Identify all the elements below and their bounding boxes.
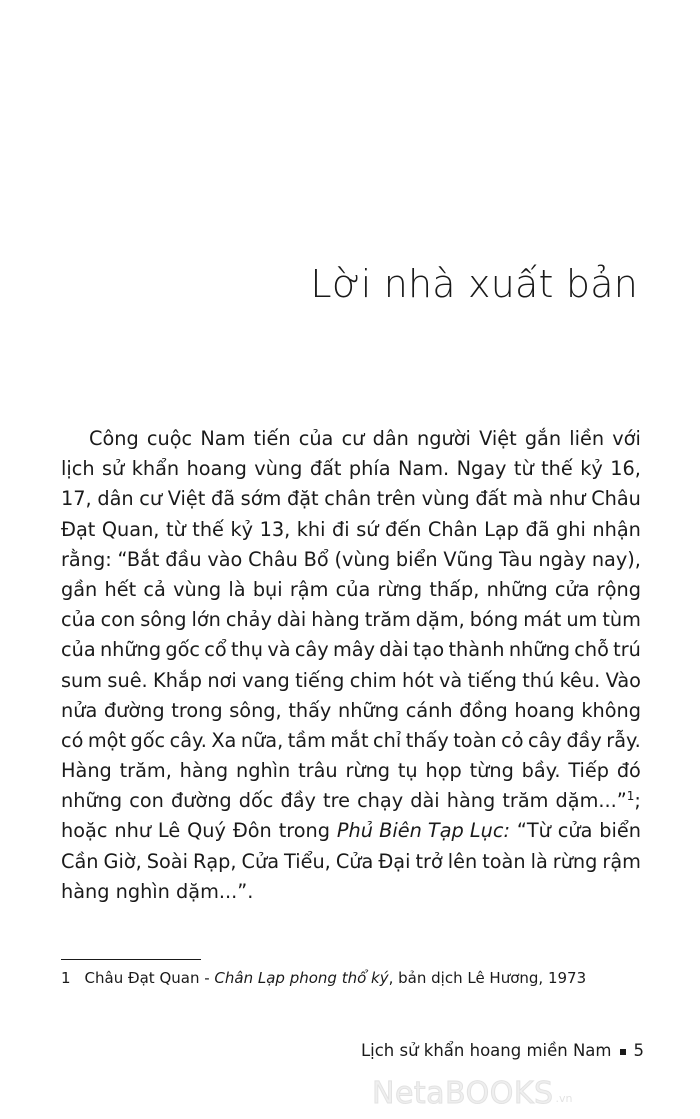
word: vào [207, 547, 243, 571]
word: và [438, 668, 463, 692]
word: rừng [345, 759, 391, 783]
word: với [612, 427, 641, 450]
word: thú [522, 668, 555, 692]
word: trăm, [119, 759, 172, 783]
word: Cửa [241, 849, 280, 873]
word: um [566, 608, 598, 632]
word: trú [613, 638, 641, 662]
word: Tiếp [568, 759, 609, 783]
word: Nam [200, 427, 246, 450]
word: đến [385, 517, 422, 541]
word: chim [349, 668, 397, 692]
word: gốc [165, 638, 200, 662]
word: Quý [187, 819, 226, 843]
word: dặm...” [555, 789, 627, 813]
word: trăm [502, 789, 549, 813]
word: gắn [524, 427, 562, 450]
word: như [548, 487, 586, 511]
word: hết [104, 577, 137, 601]
word: rẫy. [606, 728, 641, 752]
word: tạo [413, 638, 445, 662]
word: trâu [298, 759, 338, 783]
word: Việt [167, 487, 206, 511]
word: biển [599, 819, 641, 843]
word: sứ [356, 517, 379, 541]
chapter-title: Lời nhà xuất bản [310, 262, 638, 306]
word: Hàng [61, 759, 112, 783]
word: gốc [130, 728, 166, 752]
word: trong [278, 819, 331, 843]
word: hoặc [61, 819, 108, 843]
footnote [61, 967, 641, 989]
word: sử [101, 457, 125, 481]
word: đó [616, 759, 641, 783]
word: phía [348, 457, 391, 481]
word: toàn [482, 849, 526, 873]
text-line [61, 666, 641, 696]
text-line [61, 454, 641, 484]
word: hót [402, 668, 434, 692]
word: cửa [557, 819, 593, 843]
word: rằng: [61, 547, 112, 571]
word: nữa, [240, 728, 284, 752]
body-paragraph [61, 424, 641, 907]
word: liền [569, 427, 605, 450]
word: sông [140, 608, 187, 632]
word: vùng [254, 457, 303, 481]
word: Rạp, [192, 849, 237, 873]
word: nơi [207, 668, 237, 692]
word: trong [171, 698, 223, 722]
word: kêu. [559, 668, 601, 692]
word: 16, [610, 457, 641, 481]
footnote-number: 1 [61, 969, 71, 987]
text-line [61, 635, 641, 665]
word: đầy [566, 728, 602, 752]
word: đặt [286, 487, 319, 511]
word: Châu [248, 547, 298, 571]
word: kỷ [580, 457, 603, 481]
word: rộng [596, 577, 641, 601]
word: cư [341, 427, 365, 450]
word: từng [469, 759, 514, 783]
word: ngày [538, 547, 587, 571]
word: cổ [204, 638, 227, 662]
word: Cần [61, 849, 99, 873]
word: “Từ [516, 819, 551, 843]
word: Xa [211, 728, 237, 752]
word: cây [294, 638, 329, 662]
word: tiếng [467, 668, 517, 692]
word: gần [61, 577, 98, 601]
word: cuộc [146, 427, 193, 450]
text-line-last [61, 877, 641, 907]
word: hoang [514, 698, 575, 722]
word: cây [528, 728, 562, 752]
word: tụ [397, 759, 418, 783]
word: thấy [288, 698, 332, 722]
word: con [100, 608, 136, 632]
word: Đạt [61, 517, 96, 541]
word: Vũng [443, 547, 494, 571]
word: nửa [61, 698, 98, 722]
word: lớn [191, 608, 221, 632]
word: từ [513, 457, 534, 481]
word: rậm [289, 577, 329, 601]
text-line [61, 515, 641, 545]
word: hàng [446, 789, 496, 813]
word: biển [395, 547, 438, 571]
word: đất [475, 487, 507, 511]
word: đi [332, 517, 350, 541]
word: dân [97, 487, 134, 511]
text-line [61, 575, 641, 605]
word: 17, [61, 487, 92, 511]
word: trở [415, 849, 443, 873]
word: kỷ [230, 517, 254, 541]
word: của [335, 577, 371, 601]
page-number: 5 [633, 1041, 644, 1060]
word: rừng [377, 577, 423, 601]
word: Soài [146, 849, 188, 873]
word: con [129, 789, 164, 813]
word: Chân [427, 517, 478, 541]
word: là [530, 849, 548, 873]
word: có [61, 728, 84, 752]
word: thế [541, 457, 573, 481]
bullet-icon [620, 1049, 626, 1055]
footnote-author: Châu Đạt Quan - [84, 969, 215, 987]
word: Quan, [101, 517, 160, 541]
word: sớm [240, 487, 282, 511]
watermark-logo [372, 1073, 573, 1113]
watermark-text: NetaBOOKS [372, 1075, 554, 1111]
word: đầu [165, 547, 202, 571]
word: cả [143, 577, 166, 601]
word: những [61, 789, 123, 813]
word: chạy [357, 789, 404, 813]
word: chảy [225, 608, 272, 632]
word: như [114, 819, 152, 843]
word: vang [242, 668, 290, 692]
word: chỉ [373, 728, 402, 752]
word: tầm [287, 728, 326, 752]
word: một [87, 728, 127, 752]
word: của [298, 427, 334, 450]
word: dài [379, 638, 409, 662]
text-line [61, 786, 641, 816]
word: đường [170, 789, 232, 813]
word: khi [296, 517, 326, 541]
word: cây. [169, 728, 207, 752]
word: mà [512, 487, 544, 511]
word: Tàu [499, 547, 533, 571]
word: lịch [61, 457, 95, 481]
word: nghìn [235, 759, 291, 783]
running-footer [361, 1041, 644, 1060]
word: chỗ [574, 638, 609, 662]
word: đã [210, 487, 236, 511]
word: Lạp [484, 517, 519, 541]
word: Khắp [153, 668, 202, 692]
word: những [337, 698, 400, 722]
word: Đại [378, 849, 411, 873]
word: là [228, 577, 246, 601]
word: thế [192, 517, 224, 541]
word: những [508, 638, 570, 662]
word: đồng [459, 698, 508, 722]
word: họp [425, 759, 462, 783]
word: không [581, 698, 641, 722]
word: tùm [602, 608, 641, 632]
word: Ngay [456, 457, 507, 481]
word: hàng [179, 759, 229, 783]
word: người [417, 427, 471, 450]
word: cư [139, 487, 163, 511]
punctuation: ; [634, 789, 641, 813]
text-line [61, 424, 641, 454]
word: 13, [259, 517, 291, 541]
word: “Bắt [117, 547, 160, 571]
word: (vùng [334, 547, 391, 571]
word: những [486, 577, 548, 601]
last-line-text: hàng nghìn dặm...”. [61, 879, 254, 903]
watermark-suffix: .vn [555, 1092, 573, 1105]
text-line [61, 756, 641, 786]
running-footer-title: Lịch sử khẩn hoang miền Nam [360, 1041, 612, 1060]
word: của [61, 638, 96, 662]
word: Nam. [397, 457, 450, 481]
word: Công [89, 427, 139, 450]
word: dốc [238, 789, 274, 813]
word-with-footnote-ref: dặm...”1; [556, 786, 641, 816]
word: cánh [405, 698, 453, 722]
word: Bổ [303, 547, 329, 571]
word: Lê [157, 819, 181, 843]
word: thấp, [429, 577, 480, 601]
word: những [99, 638, 162, 662]
word: vùng [421, 487, 470, 511]
word: Việt [479, 427, 517, 450]
word: vùng [173, 577, 222, 601]
word: sông, [229, 698, 282, 722]
word: dân [372, 427, 409, 450]
word: tiến [253, 427, 291, 450]
word: trăm [364, 608, 411, 632]
word: tiếng [295, 668, 345, 692]
text-line [61, 484, 641, 514]
text-line [61, 696, 641, 726]
word: rậm [602, 849, 641, 873]
word: đã [525, 517, 550, 541]
word: đường [103, 698, 165, 722]
word: sum [61, 668, 103, 692]
word: ghi [556, 517, 586, 541]
word: mát [523, 608, 562, 632]
word: từ [165, 517, 186, 541]
text-line [61, 545, 641, 575]
word: bụi [252, 577, 283, 601]
word: suê. [107, 668, 148, 692]
word: cỏ [501, 728, 524, 752]
word: thụ [231, 638, 264, 662]
footnote-divider [61, 959, 201, 960]
text-line [61, 605, 641, 635]
word: Vào [605, 668, 641, 692]
word: dặm, [415, 608, 465, 632]
word: khẩn [131, 457, 180, 481]
word: Đôn [232, 819, 272, 843]
italic-book-title: Phủ Biên Tạp Lục: [336, 819, 510, 843]
word: Cửa [335, 849, 374, 873]
word: hoang [186, 457, 247, 481]
word: rừng [552, 849, 598, 873]
word: nay), [591, 547, 641, 571]
word: Giờ, [103, 849, 142, 873]
word: chân [324, 487, 372, 511]
word: trên [376, 487, 416, 511]
word: dài [410, 789, 440, 813]
word: Châu [591, 487, 641, 511]
footnote-rest: , bản dịch Lê Hương, 1973 [388, 969, 587, 987]
word: cửa [554, 577, 590, 601]
word: mắt [330, 728, 369, 752]
word: hàng [311, 608, 360, 632]
word: đầy [280, 789, 316, 813]
word: toàn [453, 728, 497, 752]
word: dài [276, 608, 307, 632]
word: đất [309, 457, 342, 481]
word: mây [332, 638, 375, 662]
text-line [61, 847, 641, 877]
text-line [61, 816, 641, 846]
word: tre [323, 789, 350, 813]
word: của [61, 608, 96, 632]
word: nhận [592, 517, 641, 541]
text-line [61, 726, 641, 756]
word: và [267, 638, 291, 662]
word: thấy [405, 728, 449, 752]
word: Tiểu, [284, 849, 331, 873]
word: thành [448, 638, 505, 662]
word: lên [447, 849, 478, 873]
word: bầy. [521, 759, 561, 783]
word: bóng [469, 608, 519, 632]
footnote-work-title: Chân Lạp phong thổ ký [214, 969, 389, 987]
